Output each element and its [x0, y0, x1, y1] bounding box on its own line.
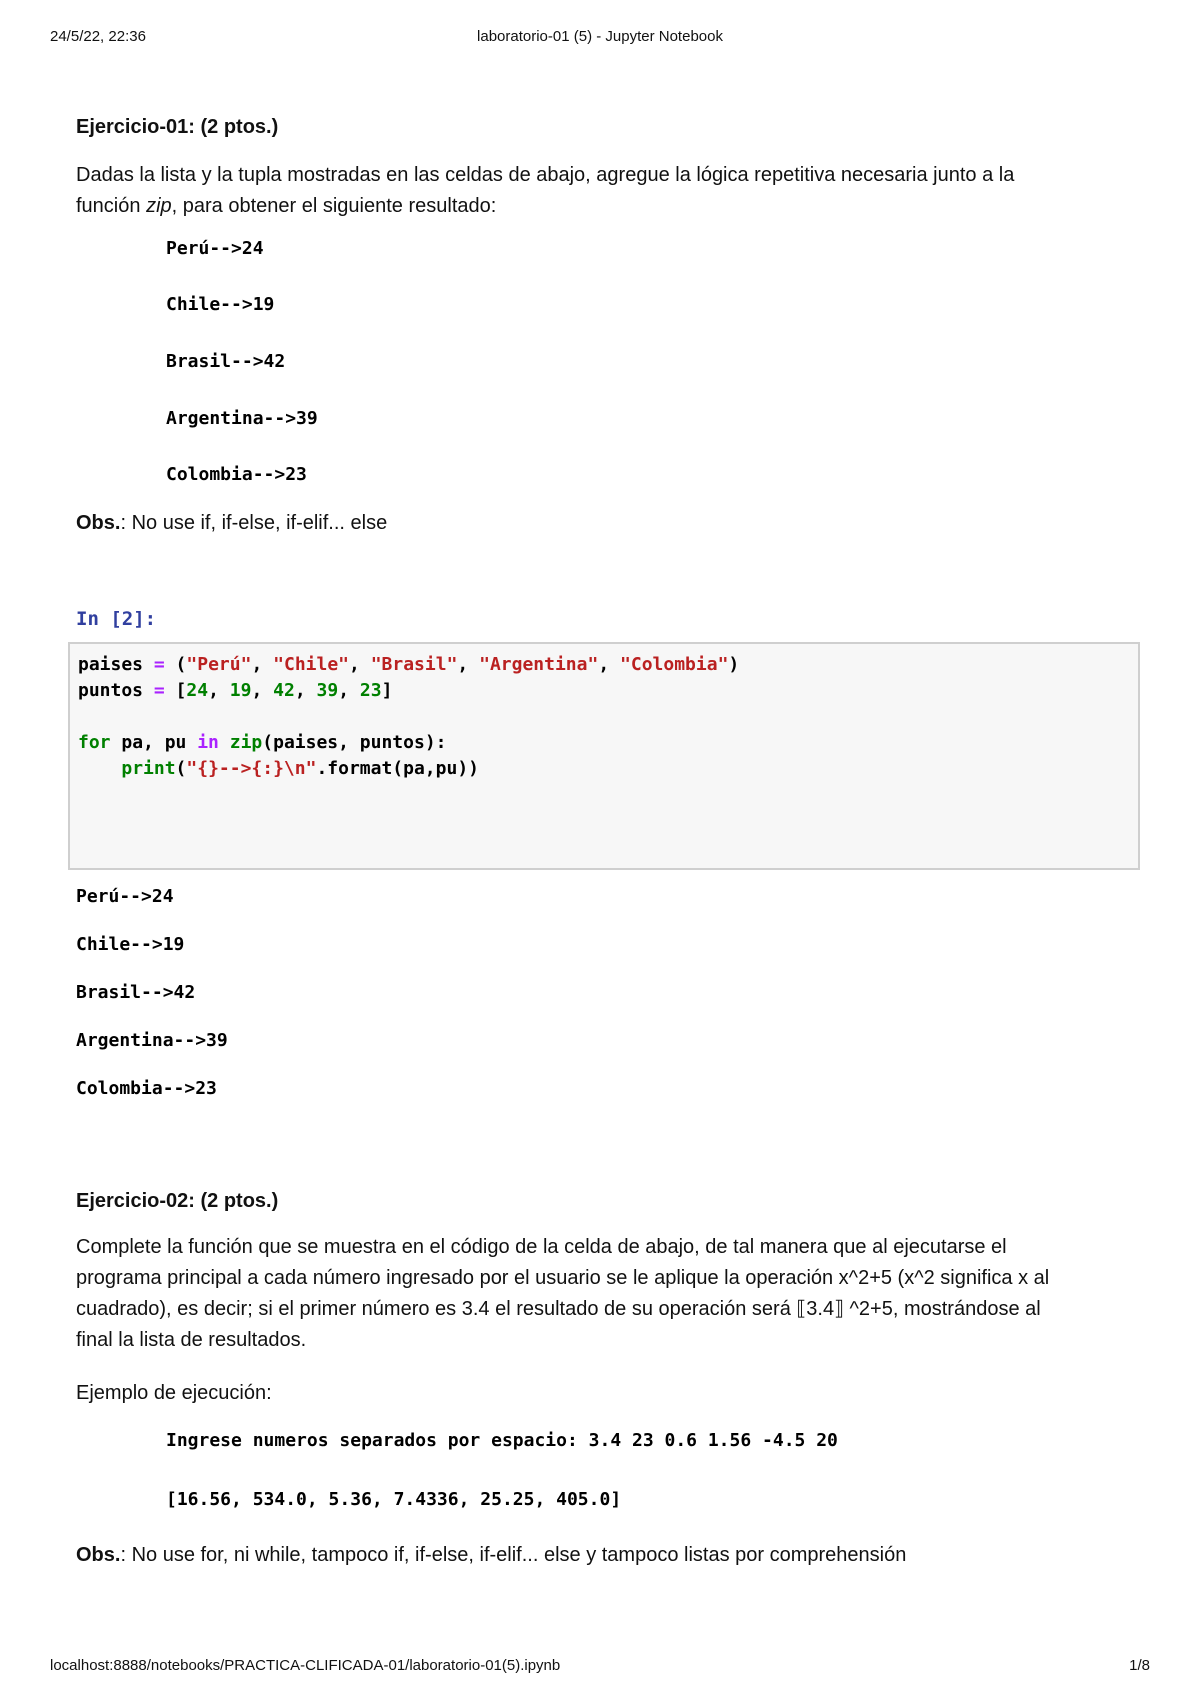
ex2-desc-line: programa principal a cada número ingresado por el usuario se le aplique la operación x^2+5 (x^2 significa x al [76, 1267, 1050, 1289]
cell-output-line: Brasil-->42 [76, 982, 196, 1003]
code-cell-editor[interactable] [68, 642, 1140, 870]
ex2-desc-line: final la lista de resultados. [76, 1329, 307, 1351]
ex2-desc-line: cuadrado), es decir; si el primer número es 3.4 el resultado de su operación será ⟦3.4⟧ ^2+5, mostrándose al [76, 1298, 1041, 1320]
cell-output-line: Perú-->24 [76, 886, 174, 907]
ex1-expected-line: Perú-->24 [166, 238, 264, 259]
cell-output-line: Argentina-->39 [76, 1030, 228, 1051]
ex2-description [76, 1232, 1136, 1356]
ex2-obs: Obs.: No use for, ni while, tampoco if, if-else, if-elif... else y tampoco listas por comprehensión [76, 1544, 907, 1566]
print-header [50, 28, 1150, 48]
ex2-example-label: Ejemplo de ejecución: [76, 1382, 272, 1404]
notebook-url: localhost:8888/notebooks/PRACTICA-CLIFICADA-01/laboratorio-01(5).ipynb [50, 1657, 561, 1674]
ex1-obs: Obs.: No use if, if-else, if-elif... else [76, 512, 388, 534]
ex2-desc-line: Complete la función que se muestra en el código de la celda de abajo, de tal manera que al ejecutarse el [76, 1236, 1007, 1258]
ex1-desc-line1: Dadas la lista y la tupla mostradas en las celdas de abajo, agregue la lógica repetitiva necesaria junto a la [76, 164, 1015, 186]
print-footer [50, 1657, 1150, 1677]
document-title: laboratorio-01 (5) - Jupyter Notebook [477, 28, 723, 45]
ex1-expected-line: Colombia-->23 [166, 464, 307, 485]
ex1-desc-line2: función zip, para obtener el siguiente resultado: [76, 195, 497, 217]
ex1-expected-line: Chile-->19 [166, 294, 275, 315]
cell-output-line: Colombia-->23 [76, 1078, 217, 1099]
ex1-heading: Ejercicio-01: (2 ptos.) [76, 116, 279, 138]
cell-output-line: Chile-->19 [76, 934, 185, 955]
ex1-expected-line: Brasil-->42 [166, 351, 286, 372]
page-number: 1/8 [1129, 1657, 1150, 1674]
ex2-example-output: [16.56, 534.0, 5.36, 7.4336, 25.25, 405.0] [166, 1489, 622, 1510]
cell-prompt: In [2]: [76, 608, 157, 630]
code-content[interactable]: paises = ("Perú", "Chile", "Brasil", "Argentina", "Colombia") puntos = [24, 19, 42, 39, 23] for pa, pu in zip(paises, puntos): print("{}-->{:}\n".format(pa,pu)) [78, 654, 740, 779]
ex1-description [76, 160, 1136, 222]
ex1-expected-line: Argentina-->39 [166, 408, 318, 429]
ex2-heading: Ejercicio-02: (2 ptos.) [76, 1190, 279, 1212]
ex2-example-input: Ingrese numeros separados por espacio: 3.4 23 0.6 1.56 -4.5 20 [166, 1430, 838, 1451]
print-datetime: 24/5/22, 22:36 [50, 28, 146, 45]
zip-emphasis: zip [146, 195, 172, 217]
